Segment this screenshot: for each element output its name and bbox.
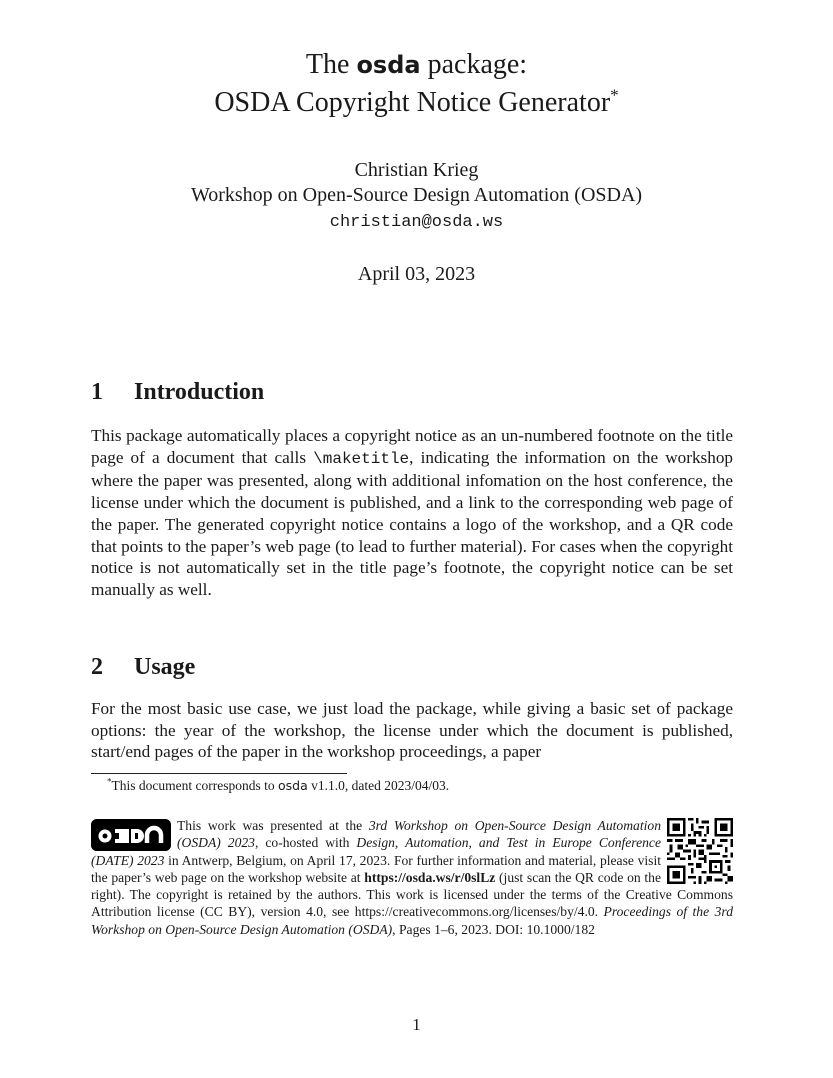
section-heading-usage — [91, 652, 195, 682]
usage-paragraph: For the most basic use case, we just load the package, while giving a basic set of package options: the year of the workshop, the license under which the document is published, start/end pages of the paper in the workshop proceedings, a paper — [91, 699, 733, 762]
osda-logo-icon — [91, 819, 171, 851]
qr-code[interactable] — [667, 818, 733, 884]
author-affiliation: Workshop on Open-Source Design Automation (OSDA) — [190, 184, 643, 206]
section-number: 2 — [91, 654, 103, 680]
notice-text: This work was presented at the — [177, 818, 369, 833]
page-number: 1 — [412, 1015, 421, 1034]
notice-text: , co-hosted with — [254, 835, 357, 851]
author-email[interactable]: christian@osda.ws — [329, 213, 504, 232]
paragraph-text: , indicating the information on the workshop where the paper was presented, along with additional infomation on the host conference, the license under which the document is published, and a link to the corresponding web page of the paper. The generated copyright notice contains a logo of the workshop, and a QR code that points to the paper’s web page (to lead to further material). For cases when the copyright notice is not automatically set in the title page’s footnote, the copyright notice can be set manually as well. — [91, 447, 734, 599]
title-text: OSDA Copyright Notice Generator — [214, 87, 611, 118]
footnote-text: v1.1.0, dated 2023/04/03. — [307, 778, 450, 793]
title-text: The — [305, 49, 357, 80]
copyright-notice — [91, 817, 733, 938]
workshop-name: 3rd Workshop on Open-Source Design Automation (OSDA) 2023 — [177, 818, 661, 851]
notice-text: , Pages 1–6, 2023. DOI: 10.1000/182 — [392, 921, 595, 937]
paragraph-text: This package automatically places a copyright notice as an un-numbered footnote on the title page of a document that calls — [91, 426, 733, 467]
section-number: 1 — [91, 379, 103, 405]
package-name: osda — [277, 778, 308, 793]
osda-logo — [91, 819, 171, 851]
notice-text: in Antwerp, Belgium, on April 17, 2023. For further information and material, please visit the paper’s web page on the workshop website at — [91, 852, 662, 885]
section-title: Usage — [134, 654, 196, 680]
section-title: Introduction — [134, 379, 265, 405]
document-date: April 03, 2023 — [357, 263, 476, 285]
title-line-2 — [0, 85, 833, 120]
introduction-paragraph — [91, 425, 733, 601]
paper-url-link[interactable]: https://osda.ws/r/0slLz — [364, 869, 496, 885]
proceedings-name: Proceedings of the 3rd Workshop on Open-Source Design Automation (OSDA) — [91, 904, 734, 937]
inline-code: \maketitle — [313, 449, 410, 468]
package-name: osda — [356, 51, 421, 79]
footnote — [107, 777, 449, 795]
section-heading-introduction — [91, 377, 264, 407]
author-name: Christian Krieg — [354, 159, 479, 181]
title-line-1 — [0, 47, 833, 83]
footnote-rule — [91, 773, 347, 774]
qr-code-icon — [667, 818, 733, 884]
footnote-marker: * — [107, 776, 112, 787]
conference-name: Design, Automation, and Test in Europe Conference (DATE) 2023 — [91, 835, 661, 868]
notice-text: (just scan the QR code on the right). The copyright is retained by the authors. This work is licensed under the terms of the Creative Commons Attribution license (CC BY), version 4.0, see https://creativecommons.org/licenses/by/4.0. — [91, 869, 733, 920]
title-footnote-marker: * — [610, 85, 619, 105]
footnote-text: This document corresponds to — [111, 778, 278, 793]
title-text: package: — [420, 49, 528, 80]
